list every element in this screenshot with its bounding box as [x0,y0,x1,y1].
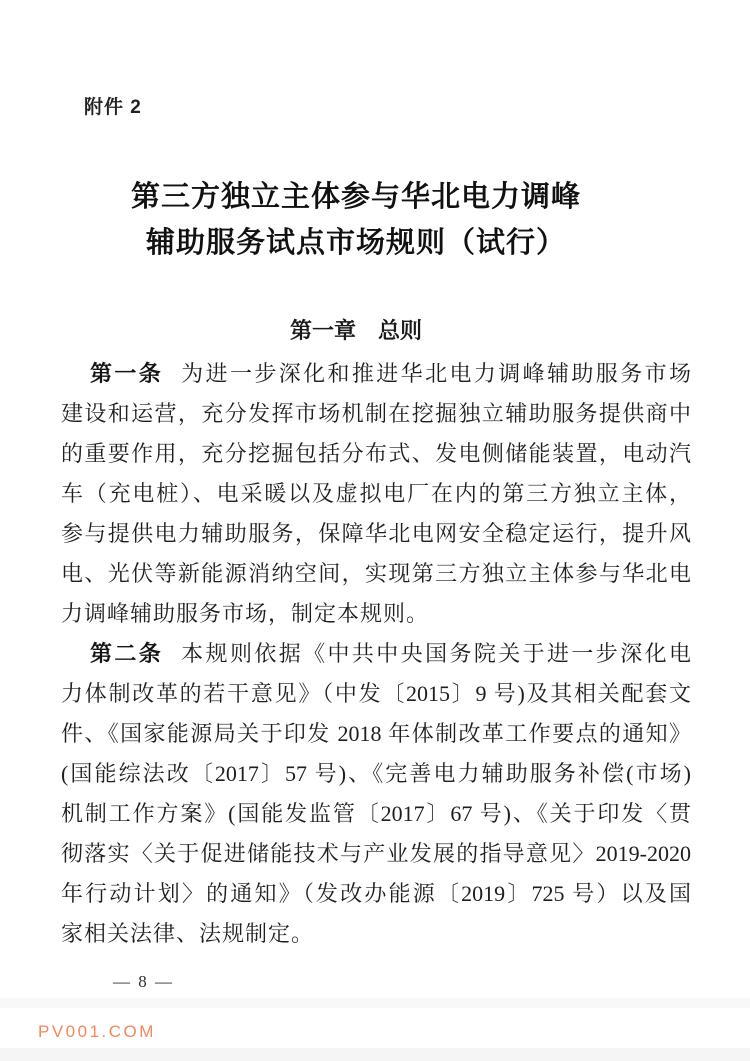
article-1-line-2: 建设和运营，充分发挥市场机制在挖掘独立辅助服务提供商中 [61,401,691,426]
scan-artifact-band [0,998,750,1008]
article-2-text-1: 本规则依据《中共中央国务院关于进一步深化电 [181,641,691,666]
article-2-line-3: 件、《国家能源局关于印发 2018 年体制改革工作要点的通知》 [61,721,691,746]
chapter-heading: 第一章 总则 [289,318,422,343]
article-2-line-2: 力体制改革的若干意见》（中发〔2015〕9 号)及其相关配套文 [61,681,691,706]
article-1-line-1 [61,354,691,394]
article-1-line-7: 力调峰辅助服务市场，制定本规则。 [61,601,430,626]
article-1-line-4: 车（充电桩）、电采暖以及虚拟电厂在内的第三方独立主体， [61,481,691,506]
article-1-line-3: 的重要作用，充分挖掘包括分布式、发电侧储能装置，电动汽 [61,441,691,466]
article-1-line-5: 参与提供电力辅助服务，保障华北电网安全稳定运行，提升风 [61,521,691,546]
article-1-number: 第一条 [90,361,164,386]
article-1-text-1: 为进一步深化和推进华北电力调峰辅助服务市场 [181,361,691,386]
article-2-line-6: 彻落实〈关于促进储能技术与产业发展的指导意见〉2019-2020 [61,841,691,866]
document-title [41,174,671,266]
article-1-line-6: 电、光伏等新能源消纳空间，实现第三方独立主体参与华北电 [61,561,691,586]
scan-artifact-band [0,1048,750,1061]
article-2-line-8: 家相关法律、法规制定。 [61,921,315,946]
article-2-line-4: (国能综法改〔2017〕57 号)、《完善电力辅助服务补偿(市场) [61,761,691,786]
article-2-line-1 [61,634,691,674]
document-body [61,354,691,954]
page-number: — 8 — [113,972,174,991]
article-2-line-7: 年行动计划〉的通知》（发改办能源〔2019〕725 号）以及国 [61,881,691,906]
attachment-label: 附件 2 [84,97,142,118]
article-2-number: 第二条 [90,641,164,666]
watermark-text: PV001.COM [38,1022,156,1041]
title-line-1: 第三方独立主体参与华北电力调峰 [130,181,581,213]
article-2-line-5: 机制工作方案》(国能发监管〔2017〕67 号)、《关于印发〈贯 [61,801,691,826]
title-line-2: 辅助服务试点市场规则（试行） [145,227,566,259]
